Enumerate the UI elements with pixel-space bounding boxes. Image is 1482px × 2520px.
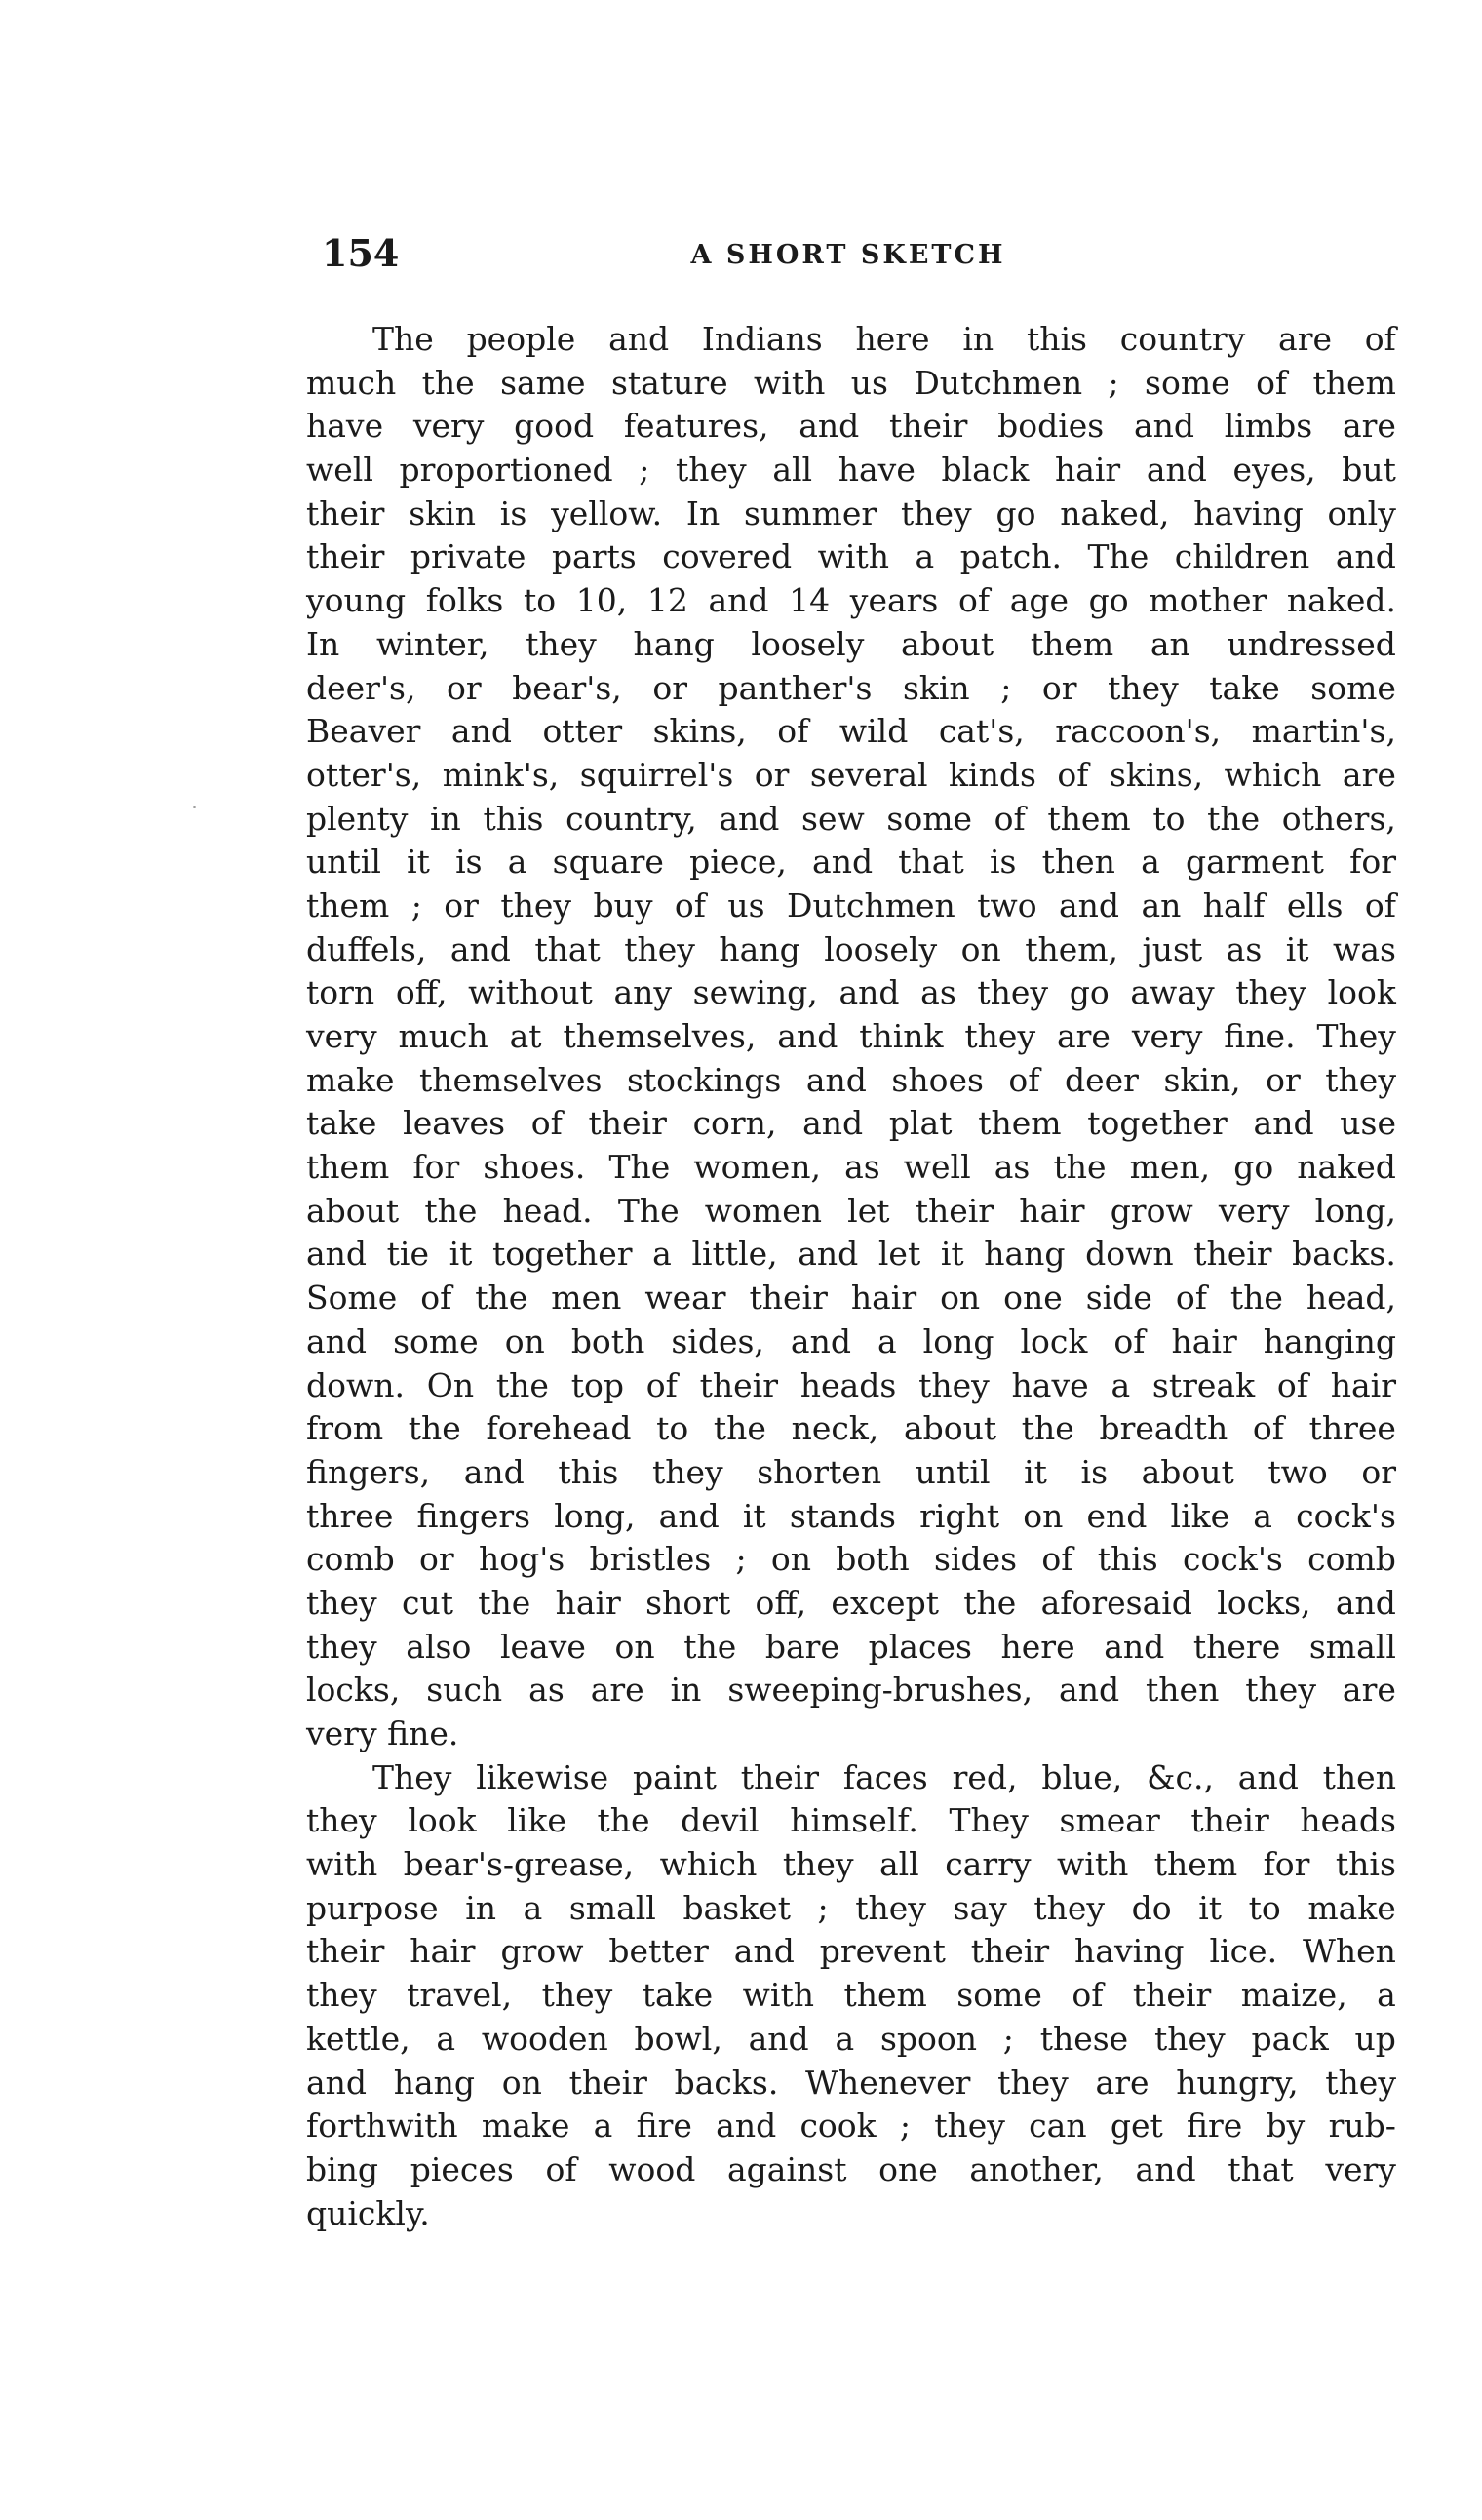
text-line: bing pieces of wood against one another, and that very xyxy=(306,2149,1396,2188)
text-line: have very good features, and their bodies and limbs are xyxy=(306,407,1396,446)
text-line: take leaves of their corn, and plat them together and use xyxy=(306,1104,1396,1143)
text-line: plenty in this country, and sew some of them to the others, xyxy=(306,799,1396,838)
text-line: they cut the hair short off, except the aforesaid locks, and xyxy=(306,1583,1396,1622)
text-line: and some on both sides, and a long lock of hair hanging xyxy=(306,1321,1396,1360)
text-line: In winter, they hang loosely about them an undressed xyxy=(306,624,1396,663)
text-line: them ; or they buy of us Dutchmen two and an half ells of xyxy=(306,886,1396,925)
paragraph xyxy=(306,318,1396,1756)
text-line: very much at themselves, and think they are very fine. They xyxy=(306,1017,1396,1055)
text-line: The people and Indians here in this country are of xyxy=(372,320,1396,358)
text-line: forthwith make a fire and cook ; they can get fire by rub- xyxy=(306,2107,1396,2146)
text-line: locks, such as are in sweeping-brushes, and then they are xyxy=(306,1671,1396,1710)
running-title: A SHORT SKETCH xyxy=(690,240,1006,270)
text-line: their hair grow better and prevent their having lice. When xyxy=(306,1932,1396,1971)
text-line: purpose in a small basket ; they say they do it to make xyxy=(306,1888,1396,1927)
text-line: down. On the top of their heads they have a streak of hair xyxy=(306,1365,1396,1404)
text-line: otter's, mink's, squirrel's or several kinds of skins, which are xyxy=(306,755,1396,794)
text-line: Some of the men wear their hair on one side of the head, xyxy=(306,1279,1396,1318)
text-line: They likewise paint their faces red, blue, &c., and then xyxy=(372,1757,1396,1796)
text-line: and tie it together a little, and let it hang down their backs. xyxy=(306,1235,1396,1274)
text-line: deer's, or bear's, or panther's skin ; or they take some xyxy=(306,668,1396,707)
text-line: they also leave on the bare places here and there small xyxy=(306,1627,1396,1666)
text-line: kettle, a wooden bowl, and a spoon ; these they pack up xyxy=(306,2019,1396,2058)
text-line: comb or hog's bristles ; on both sides of this cock's comb xyxy=(306,1540,1396,1579)
text-line: make themselves stockings and shoes of deer skin, or they xyxy=(306,1060,1396,1099)
text-line: they look like the devil himself. They smear their heads xyxy=(306,1801,1396,1840)
text-line: much the same stature with us Dutchmen ; some of them xyxy=(306,363,1396,402)
text-line: about the head. The women let their hair grow very long, xyxy=(306,1191,1396,1230)
text-line: duffels, and that they hang loosely on them, just as it was xyxy=(306,929,1396,968)
page-number: 154 xyxy=(322,231,400,275)
body-text xyxy=(306,318,1396,2235)
running-head xyxy=(322,226,1375,281)
text-line: Beaver and otter skins, of wild cat's, raccoon's, martin's, xyxy=(306,712,1396,751)
text-line: they travel, they take with them some of their maize, a xyxy=(306,1976,1396,2015)
text-line: their skin is yellow. In summer they go naked, having only xyxy=(306,493,1396,532)
margin-speck xyxy=(193,806,196,808)
text-line: very fine. xyxy=(306,1714,459,1752)
text-line: and hang on their backs. Whenever they are hungry, they xyxy=(306,2063,1396,2102)
text-line: quickly. xyxy=(306,2193,430,2232)
text-line: until it is a square piece, and that is then a garment for xyxy=(306,843,1396,882)
paragraph xyxy=(306,1756,1396,2236)
text-line: from the forehead to the neck, about the breadth of three xyxy=(306,1409,1396,1448)
text-line: three fingers long, and it stands right on end like a cock's xyxy=(306,1496,1396,1535)
text-line: fingers, and this they shorten until it is about two or xyxy=(306,1452,1396,1491)
text-line: well proportioned ; they all have black hair and eyes, but xyxy=(306,451,1396,490)
text-line: them for shoes. The women, as well as the men, go naked xyxy=(306,1148,1396,1187)
text-line: their private parts covered with a patch. The children and xyxy=(306,537,1396,576)
text-line: with bear's-grease, which they all carry with them for this xyxy=(306,1845,1396,1884)
text-line: young folks to 10, 12 and 14 years of age go mother naked. xyxy=(306,581,1396,620)
text-line: torn off, without any sewing, and as they go away they look xyxy=(306,973,1396,1012)
